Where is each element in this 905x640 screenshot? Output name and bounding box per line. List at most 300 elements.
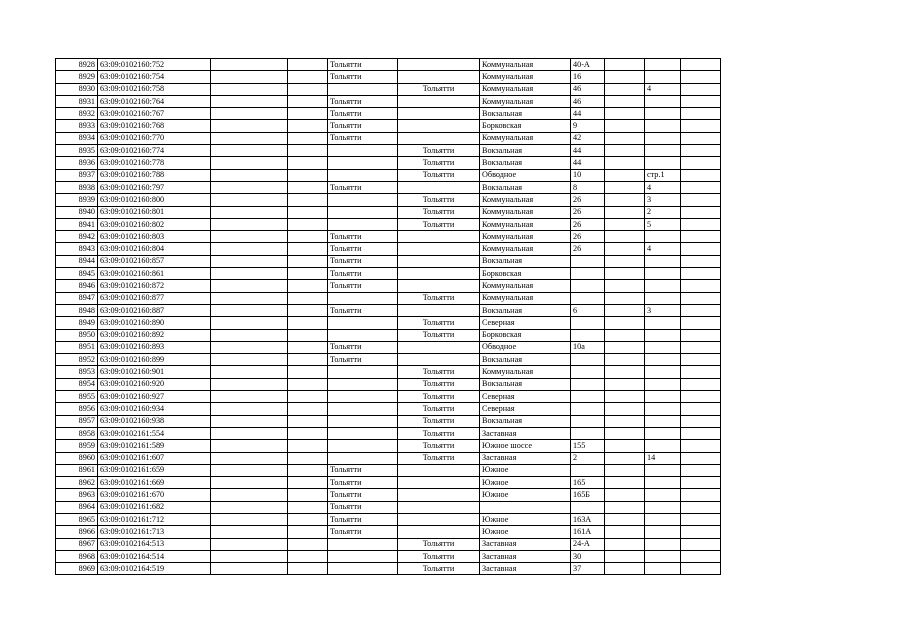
cell-empty-col-a[interactable] [211,341,288,353]
cell-street[interactable]: Коммунальная [480,292,571,304]
cell-empty-col-b[interactable] [288,71,328,83]
cell-city-col-b[interactable]: Тольятти [398,366,480,378]
cell-structure[interactable] [645,71,681,83]
cell-city-col-b[interactable]: Тольятти [398,563,480,575]
cell-street[interactable]: Заставная [480,563,571,575]
cell-building[interactable] [605,391,645,403]
cell-empty-col-c[interactable] [681,378,721,390]
cell-structure[interactable]: 4 [645,83,681,95]
cell-structure[interactable] [645,366,681,378]
cell-empty-col-c[interactable] [681,181,721,193]
cell-empty-col-c[interactable] [681,59,721,71]
cell-building[interactable] [605,108,645,120]
cell-street[interactable]: Обводное [480,169,571,181]
cell-empty-col-a[interactable] [211,108,288,120]
cell-empty-col-a[interactable] [211,513,288,525]
cell-city-col-b[interactable]: Тольятти [398,218,480,230]
cell-empty-col-b[interactable] [288,145,328,157]
cell-cadastral-number[interactable]: 63:09:0102160:778 [98,157,211,169]
cell-city-col-a[interactable] [328,292,398,304]
cell-house-number[interactable]: 44 [571,108,605,120]
cell-empty-col-b[interactable] [288,317,328,329]
cell-empty-col-b[interactable] [288,415,328,427]
cell-cadastral-number[interactable]: 63:09:0102160:802 [98,218,211,230]
cell-city-col-a[interactable]: Тольятти [328,181,398,193]
cell-empty-col-b[interactable] [288,83,328,95]
cell-city-col-a[interactable]: Тольятти [328,526,398,538]
cell-street[interactable]: Северная [480,403,571,415]
cell-cadastral-number[interactable]: 63:09:0102161:682 [98,501,211,513]
cell-empty-col-c[interactable] [681,464,721,476]
cell-building[interactable] [605,120,645,132]
cell-structure[interactable]: 5 [645,218,681,230]
cell-empty-col-a[interactable] [211,550,288,562]
cell-cadastral-number[interactable]: 63:09:0102160:767 [98,108,211,120]
cell-empty-col-a[interactable] [211,415,288,427]
cell-empty-col-c[interactable] [681,120,721,132]
cell-city-col-a[interactable] [328,83,398,95]
cell-city-col-b[interactable]: Тольятти [398,292,480,304]
cell-house-number[interactable]: 24-А [571,538,605,550]
cell-house-number[interactable] [571,354,605,366]
cell-empty-col-a[interactable] [211,440,288,452]
cell-cadastral-number[interactable]: 63:09:0102160:934 [98,403,211,415]
cell-structure[interactable] [645,489,681,501]
cell-cadastral-number[interactable]: 63:09:0102160:754 [98,71,211,83]
cell-city-col-b[interactable] [398,181,480,193]
cell-structure[interactable] [645,120,681,132]
cell-row-number[interactable]: 8963 [56,489,98,501]
cell-empty-col-c[interactable] [681,268,721,280]
cell-empty-col-a[interactable] [211,145,288,157]
cell-cadastral-number[interactable]: 63:09:0102160:901 [98,366,211,378]
cell-empty-col-a[interactable] [211,71,288,83]
cell-cadastral-number[interactable]: 63:09:0102161:589 [98,440,211,452]
cell-building[interactable] [605,304,645,316]
cell-city-col-a[interactable] [328,157,398,169]
cell-city-col-a[interactable] [328,317,398,329]
cell-city-col-a[interactable]: Тольятти [328,464,398,476]
cell-empty-col-b[interactable] [288,440,328,452]
cell-cadastral-number[interactable]: 63:09:0102160:872 [98,280,211,292]
cell-row-number[interactable]: 8950 [56,329,98,341]
cell-building[interactable] [605,243,645,255]
cell-empty-col-a[interactable] [211,120,288,132]
cell-empty-col-b[interactable] [288,526,328,538]
cell-building[interactable] [605,71,645,83]
cell-building[interactable] [605,403,645,415]
cell-street[interactable]: Вокзальная [480,378,571,390]
cell-empty-col-a[interactable] [211,366,288,378]
cell-city-col-a[interactable] [328,415,398,427]
cell-row-number[interactable]: 8941 [56,218,98,230]
cell-city-col-b[interactable]: Тольятти [398,452,480,464]
cell-house-number[interactable] [571,366,605,378]
cell-empty-col-c[interactable] [681,280,721,292]
cell-street[interactable]: Северная [480,391,571,403]
cell-city-col-b[interactable] [398,513,480,525]
cell-empty-col-c[interactable] [681,157,721,169]
cell-empty-col-b[interactable] [288,157,328,169]
cell-street[interactable]: Коммунальная [480,95,571,107]
cell-building[interactable] [605,526,645,538]
cell-city-col-a[interactable] [328,145,398,157]
cell-house-number[interactable] [571,378,605,390]
cell-empty-col-b[interactable] [288,218,328,230]
cell-city-col-a[interactable] [328,563,398,575]
cell-empty-col-c[interactable] [681,206,721,218]
cell-empty-col-b[interactable] [288,268,328,280]
cell-building[interactable] [605,341,645,353]
cell-structure[interactable] [645,415,681,427]
cell-house-number[interactable]: 161А [571,526,605,538]
cell-cadastral-number[interactable]: 63:09:0102161:607 [98,452,211,464]
cell-city-col-b[interactable] [398,354,480,366]
cell-empty-col-b[interactable] [288,513,328,525]
cell-empty-col-a[interactable] [211,292,288,304]
cell-empty-col-a[interactable] [211,452,288,464]
cell-empty-col-c[interactable] [681,108,721,120]
cell-street[interactable]: Южное [480,477,571,489]
cell-row-number[interactable]: 8937 [56,169,98,181]
cell-city-col-b[interactable] [398,231,480,243]
cell-city-col-b[interactable]: Тольятти [398,538,480,550]
cell-empty-col-b[interactable] [288,452,328,464]
cell-city-col-b[interactable]: Тольятти [398,391,480,403]
cell-building[interactable] [605,231,645,243]
cell-house-number[interactable]: 8 [571,181,605,193]
cell-structure[interactable]: 2 [645,206,681,218]
cell-building[interactable] [605,538,645,550]
cell-row-number[interactable]: 8966 [56,526,98,538]
cell-empty-col-b[interactable] [288,354,328,366]
cell-structure[interactable] [645,108,681,120]
cell-city-col-a[interactable] [328,427,398,439]
cell-building[interactable] [605,255,645,267]
cell-empty-col-c[interactable] [681,550,721,562]
cell-structure[interactable] [645,501,681,513]
cell-city-col-a[interactable]: Тольятти [328,304,398,316]
cell-empty-col-a[interactable] [211,268,288,280]
cell-row-number[interactable]: 8954 [56,378,98,390]
cell-cadastral-number[interactable]: 63:09:0102160:770 [98,132,211,144]
cell-empty-col-b[interactable] [288,477,328,489]
cell-street[interactable]: Южное [480,464,571,476]
cell-city-col-a[interactable]: Тольятти [328,489,398,501]
cell-street[interactable]: Вокзальная [480,304,571,316]
cell-city-col-a[interactable] [328,538,398,550]
cell-city-col-a[interactable] [328,403,398,415]
cell-structure[interactable] [645,391,681,403]
cell-city-col-a[interactable]: Тольятти [328,268,398,280]
cell-house-number[interactable]: 37 [571,563,605,575]
cell-street[interactable] [480,501,571,513]
cell-street[interactable]: Южное шоссе [480,440,571,452]
cell-row-number[interactable]: 8936 [56,157,98,169]
cell-empty-col-a[interactable] [211,477,288,489]
cell-cadastral-number[interactable]: 63:09:0102161:659 [98,464,211,476]
cell-building[interactable] [605,95,645,107]
cell-cadastral-number[interactable]: 63:09:0102160:861 [98,268,211,280]
cell-city-col-b[interactable] [398,59,480,71]
cell-row-number[interactable]: 8943 [56,243,98,255]
cell-city-col-b[interactable] [398,243,480,255]
cell-empty-col-c[interactable] [681,501,721,513]
cell-empty-col-b[interactable] [288,181,328,193]
cell-structure[interactable] [645,427,681,439]
cell-city-col-b[interactable] [398,71,480,83]
cell-structure[interactable] [645,538,681,550]
cell-house-number[interactable]: 26 [571,206,605,218]
cell-empty-col-a[interactable] [211,403,288,415]
cell-building[interactable] [605,415,645,427]
cell-city-col-b[interactable] [398,132,480,144]
cell-city-col-a[interactable] [328,194,398,206]
cell-building[interactable] [605,59,645,71]
cell-street[interactable]: Вокзальная [480,108,571,120]
cell-structure[interactable] [645,329,681,341]
cell-city-col-a[interactable]: Тольятти [328,71,398,83]
cell-city-col-a[interactable] [328,452,398,464]
cell-structure[interactable] [645,440,681,452]
cell-city-col-a[interactable]: Тольятти [328,354,398,366]
cell-row-number[interactable]: 8962 [56,477,98,489]
cell-empty-col-c[interactable] [681,563,721,575]
cell-building[interactable] [605,378,645,390]
cell-city-col-b[interactable] [398,304,480,316]
cell-row-number[interactable]: 8944 [56,255,98,267]
cell-street[interactable]: Коммунальная [480,366,571,378]
cell-empty-col-c[interactable] [681,218,721,230]
cell-building[interactable] [605,292,645,304]
cell-empty-col-b[interactable] [288,427,328,439]
cell-empty-col-c[interactable] [681,415,721,427]
cell-cadastral-number[interactable]: 63:09:0102161:554 [98,427,211,439]
cell-street[interactable]: Борковская [480,268,571,280]
cell-city-col-b[interactable] [398,95,480,107]
cell-building[interactable] [605,194,645,206]
cell-row-number[interactable]: 8949 [56,317,98,329]
cell-structure[interactable] [645,132,681,144]
cell-structure[interactable] [645,563,681,575]
cell-empty-col-c[interactable] [681,440,721,452]
cell-empty-col-c[interactable] [681,145,721,157]
cell-structure[interactable] [645,464,681,476]
cell-house-number[interactable]: 44 [571,145,605,157]
cell-street[interactable]: Борковская [480,120,571,132]
cell-row-number[interactable]: 8934 [56,132,98,144]
cell-empty-col-a[interactable] [211,501,288,513]
cell-street[interactable]: Борковская [480,329,571,341]
cell-house-number[interactable]: 16 [571,71,605,83]
cell-city-col-a[interactable] [328,169,398,181]
cell-empty-col-a[interactable] [211,304,288,316]
cell-cadastral-number[interactable]: 63:09:0102160:758 [98,83,211,95]
cell-city-col-a[interactable]: Тольятти [328,243,398,255]
cell-empty-col-b[interactable] [288,206,328,218]
cell-empty-col-b[interactable] [288,391,328,403]
cell-cadastral-number[interactable]: 63:09:0102161:713 [98,526,211,538]
cell-row-number[interactable]: 8961 [56,464,98,476]
cell-empty-col-a[interactable] [211,83,288,95]
cell-house-number[interactable]: 10а [571,341,605,353]
cell-empty-col-a[interactable] [211,59,288,71]
cell-city-col-b[interactable]: Тольятти [398,415,480,427]
cell-house-number[interactable]: 26 [571,218,605,230]
cell-row-number[interactable]: 8964 [56,501,98,513]
cell-empty-col-b[interactable] [288,464,328,476]
cell-structure[interactable] [645,513,681,525]
cell-city-col-b[interactable] [398,108,480,120]
cell-city-col-a[interactable] [328,329,398,341]
cell-structure[interactable]: 3 [645,194,681,206]
cell-city-col-a[interactable] [328,378,398,390]
cell-empty-col-a[interactable] [211,218,288,230]
cell-house-number[interactable] [571,268,605,280]
cell-row-number[interactable]: 8946 [56,280,98,292]
cell-empty-col-c[interactable] [681,427,721,439]
cell-cadastral-number[interactable]: 63:09:0102160:801 [98,206,211,218]
cell-row-number[interactable]: 8929 [56,71,98,83]
cell-row-number[interactable]: 8968 [56,550,98,562]
cell-house-number[interactable] [571,403,605,415]
cell-city-col-a[interactable]: Тольятти [328,341,398,353]
cell-row-number[interactable]: 8965 [56,513,98,525]
cell-building[interactable] [605,145,645,157]
cell-empty-col-c[interactable] [681,538,721,550]
cell-structure[interactable]: 4 [645,181,681,193]
cell-cadastral-number[interactable]: 63:09:0102160:892 [98,329,211,341]
cell-cadastral-number[interactable]: 63:09:0102160:893 [98,341,211,353]
cell-house-number[interactable] [571,427,605,439]
cell-city-col-a[interactable]: Тольятти [328,255,398,267]
cell-house-number[interactable]: 10 [571,169,605,181]
cell-house-number[interactable] [571,280,605,292]
cell-building[interactable] [605,563,645,575]
cell-city-col-b[interactable]: Тольятти [398,169,480,181]
cell-empty-col-c[interactable] [681,292,721,304]
cell-cadastral-number[interactable]: 63:09:0102160:768 [98,120,211,132]
cell-empty-col-b[interactable] [288,538,328,550]
cell-empty-col-b[interactable] [288,563,328,575]
cell-city-col-b[interactable]: Тольятти [398,83,480,95]
cell-house-number[interactable]: 165 [571,477,605,489]
cell-empty-col-c[interactable] [681,477,721,489]
cell-cadastral-number[interactable]: 63:09:0102160:804 [98,243,211,255]
cell-empty-col-a[interactable] [211,243,288,255]
cell-street[interactable]: Коммунальная [480,280,571,292]
cell-building[interactable] [605,169,645,181]
cell-row-number[interactable]: 8947 [56,292,98,304]
cell-empty-col-a[interactable] [211,526,288,538]
cell-house-number[interactable] [571,464,605,476]
cell-cadastral-number[interactable]: 63:09:0102160:857 [98,255,211,267]
cell-empty-col-c[interactable] [681,317,721,329]
cell-city-col-b[interactable]: Тольятти [398,403,480,415]
cell-empty-col-b[interactable] [288,108,328,120]
cell-empty-col-c[interactable] [681,304,721,316]
cell-city-col-a[interactable]: Тольятти [328,231,398,243]
cell-row-number[interactable]: 8967 [56,538,98,550]
cell-house-number[interactable] [571,391,605,403]
cell-empty-col-c[interactable] [681,169,721,181]
cell-empty-col-c[interactable] [681,83,721,95]
cell-row-number[interactable]: 8938 [56,181,98,193]
cell-street[interactable]: Заставная [480,427,571,439]
cell-house-number[interactable]: 46 [571,83,605,95]
cell-house-number[interactable]: 26 [571,194,605,206]
cell-city-col-a[interactable] [328,391,398,403]
cell-cadastral-number[interactable]: 63:09:0102164:519 [98,563,211,575]
cell-street[interactable]: Вокзальная [480,157,571,169]
cell-cadastral-number[interactable]: 63:09:0102160:877 [98,292,211,304]
cell-empty-col-a[interactable] [211,280,288,292]
cell-empty-col-a[interactable] [211,231,288,243]
cell-empty-col-a[interactable] [211,194,288,206]
cell-empty-col-c[interactable] [681,366,721,378]
cell-row-number[interactable]: 8948 [56,304,98,316]
cell-house-number[interactable]: 42 [571,132,605,144]
cell-city-col-b[interactable] [398,341,480,353]
cell-structure[interactable]: 3 [645,304,681,316]
cell-empty-col-b[interactable] [288,341,328,353]
cell-building[interactable] [605,550,645,562]
cell-cadastral-number[interactable]: 63:09:0102161:670 [98,489,211,501]
cell-row-number[interactable]: 8930 [56,83,98,95]
cell-structure[interactable] [645,145,681,157]
cell-building[interactable] [605,329,645,341]
cell-empty-col-b[interactable] [288,132,328,144]
cell-empty-col-b[interactable] [288,366,328,378]
cell-structure[interactable] [645,280,681,292]
cell-city-col-b[interactable]: Тольятти [398,427,480,439]
cell-city-col-b[interactable] [398,501,480,513]
cell-street[interactable]: Заставная [480,538,571,550]
cell-cadastral-number[interactable]: 63:09:0102161:712 [98,513,211,525]
cell-row-number[interactable]: 8952 [56,354,98,366]
cell-structure[interactable]: 4 [645,243,681,255]
cell-cadastral-number[interactable]: 63:09:0102160:899 [98,354,211,366]
cell-city-col-a[interactable]: Тольятти [328,501,398,513]
cell-empty-col-b[interactable] [288,403,328,415]
cell-structure[interactable] [645,526,681,538]
cell-structure[interactable] [645,255,681,267]
cell-house-number[interactable]: 46 [571,95,605,107]
cell-empty-col-a[interactable] [211,427,288,439]
cell-house-number[interactable] [571,255,605,267]
cell-house-number[interactable]: 2 [571,452,605,464]
cell-empty-col-c[interactable] [681,243,721,255]
cell-row-number[interactable]: 8951 [56,341,98,353]
cell-row-number[interactable]: 8959 [56,440,98,452]
cell-empty-col-c[interactable] [681,255,721,267]
cell-structure[interactable] [645,268,681,280]
cell-street[interactable]: Обводное [480,341,571,353]
cell-structure[interactable] [645,550,681,562]
cell-house-number[interactable] [571,501,605,513]
cell-cadastral-number[interactable]: 63:09:0102160:788 [98,169,211,181]
cell-city-col-b[interactable]: Тольятти [398,317,480,329]
cell-building[interactable] [605,354,645,366]
cell-city-col-b[interactable]: Тольятти [398,440,480,452]
cell-street[interactable]: Заставная [480,452,571,464]
cell-city-col-a[interactable]: Тольятти [328,132,398,144]
cell-street[interactable]: Коммунальная [480,194,571,206]
cell-house-number[interactable]: 30 [571,550,605,562]
cell-city-col-b[interactable] [398,464,480,476]
cell-structure[interactable]: 14 [645,452,681,464]
cell-empty-col-b[interactable] [288,243,328,255]
